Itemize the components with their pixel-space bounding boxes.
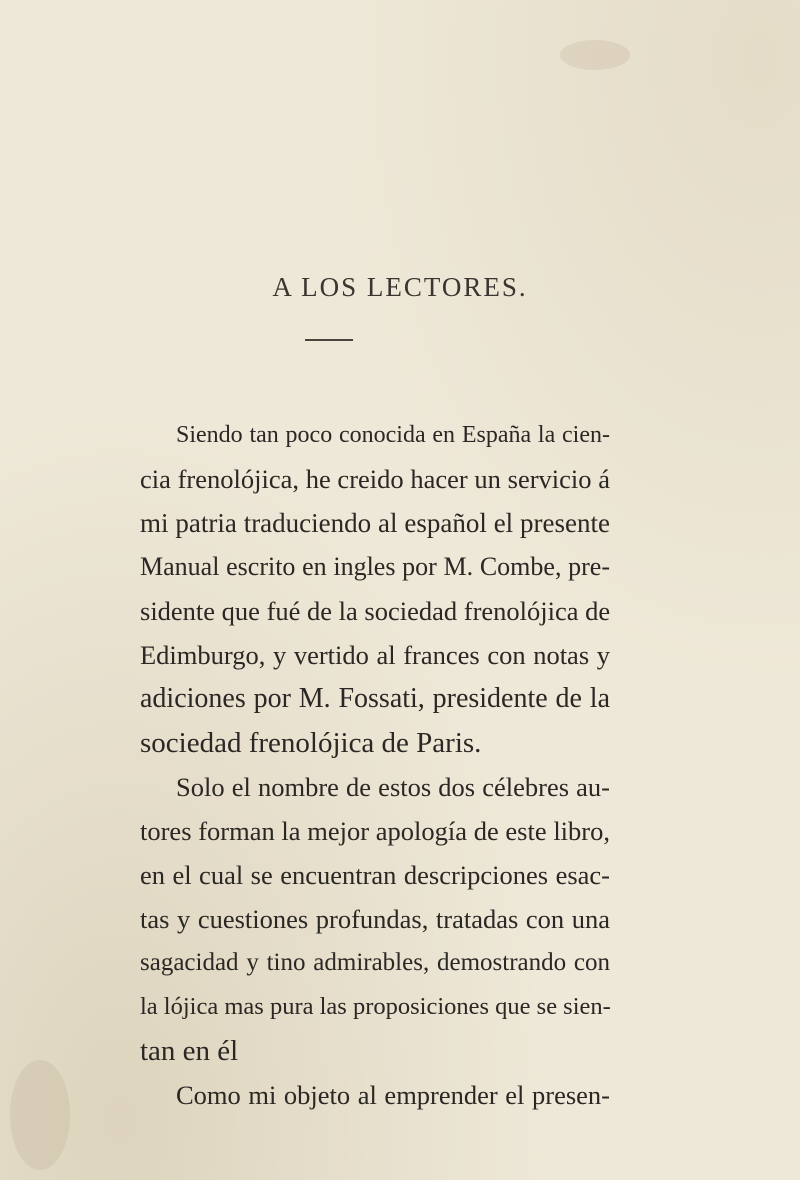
text-line: en el cual se encuentran descripciones esac-: [140, 860, 610, 890]
text-line: la lójica mas pura las proposiciones que se sien-: [140, 993, 611, 1020]
text-line: tan en él: [140, 1035, 239, 1067]
text-line: mi patria traduciendo al español el presente: [140, 508, 610, 538]
title-divider: [305, 339, 353, 341]
page-title: A LOS LECTORES.: [272, 272, 528, 302]
text-line: sidente que fué de la sociedad frenolójica de: [140, 596, 611, 626]
text-line: Solo el nombre de estos dos célebres au-: [176, 772, 610, 802]
text-line: Como mi objeto al emprender el presen-: [176, 1080, 610, 1110]
paper-stain: [560, 40, 630, 70]
text-line: Edimburgo, y vertido al frances con notas y: [140, 640, 610, 670]
text-line: cia frenolójica, he creido hacer un servicio á: [140, 464, 610, 494]
text-line: sociedad frenolójica de Paris.: [140, 727, 482, 759]
text-line: Manual escrito en ingles por M. Combe, pre-: [140, 552, 610, 581]
text-line: adiciones por M. Fossati, presidente de la: [140, 683, 610, 714]
text-line: sagacidad y tino admirables, demostrando con: [140, 949, 610, 976]
paper-stain: [10, 1060, 70, 1170]
text-line: tas y cuestiones profundas, tratadas con una: [140, 904, 610, 934]
text-line: tores forman la mejor apología de este libro,: [140, 816, 610, 846]
text-line: Siendo tan poco conocida en España la cien-: [176, 422, 610, 448]
